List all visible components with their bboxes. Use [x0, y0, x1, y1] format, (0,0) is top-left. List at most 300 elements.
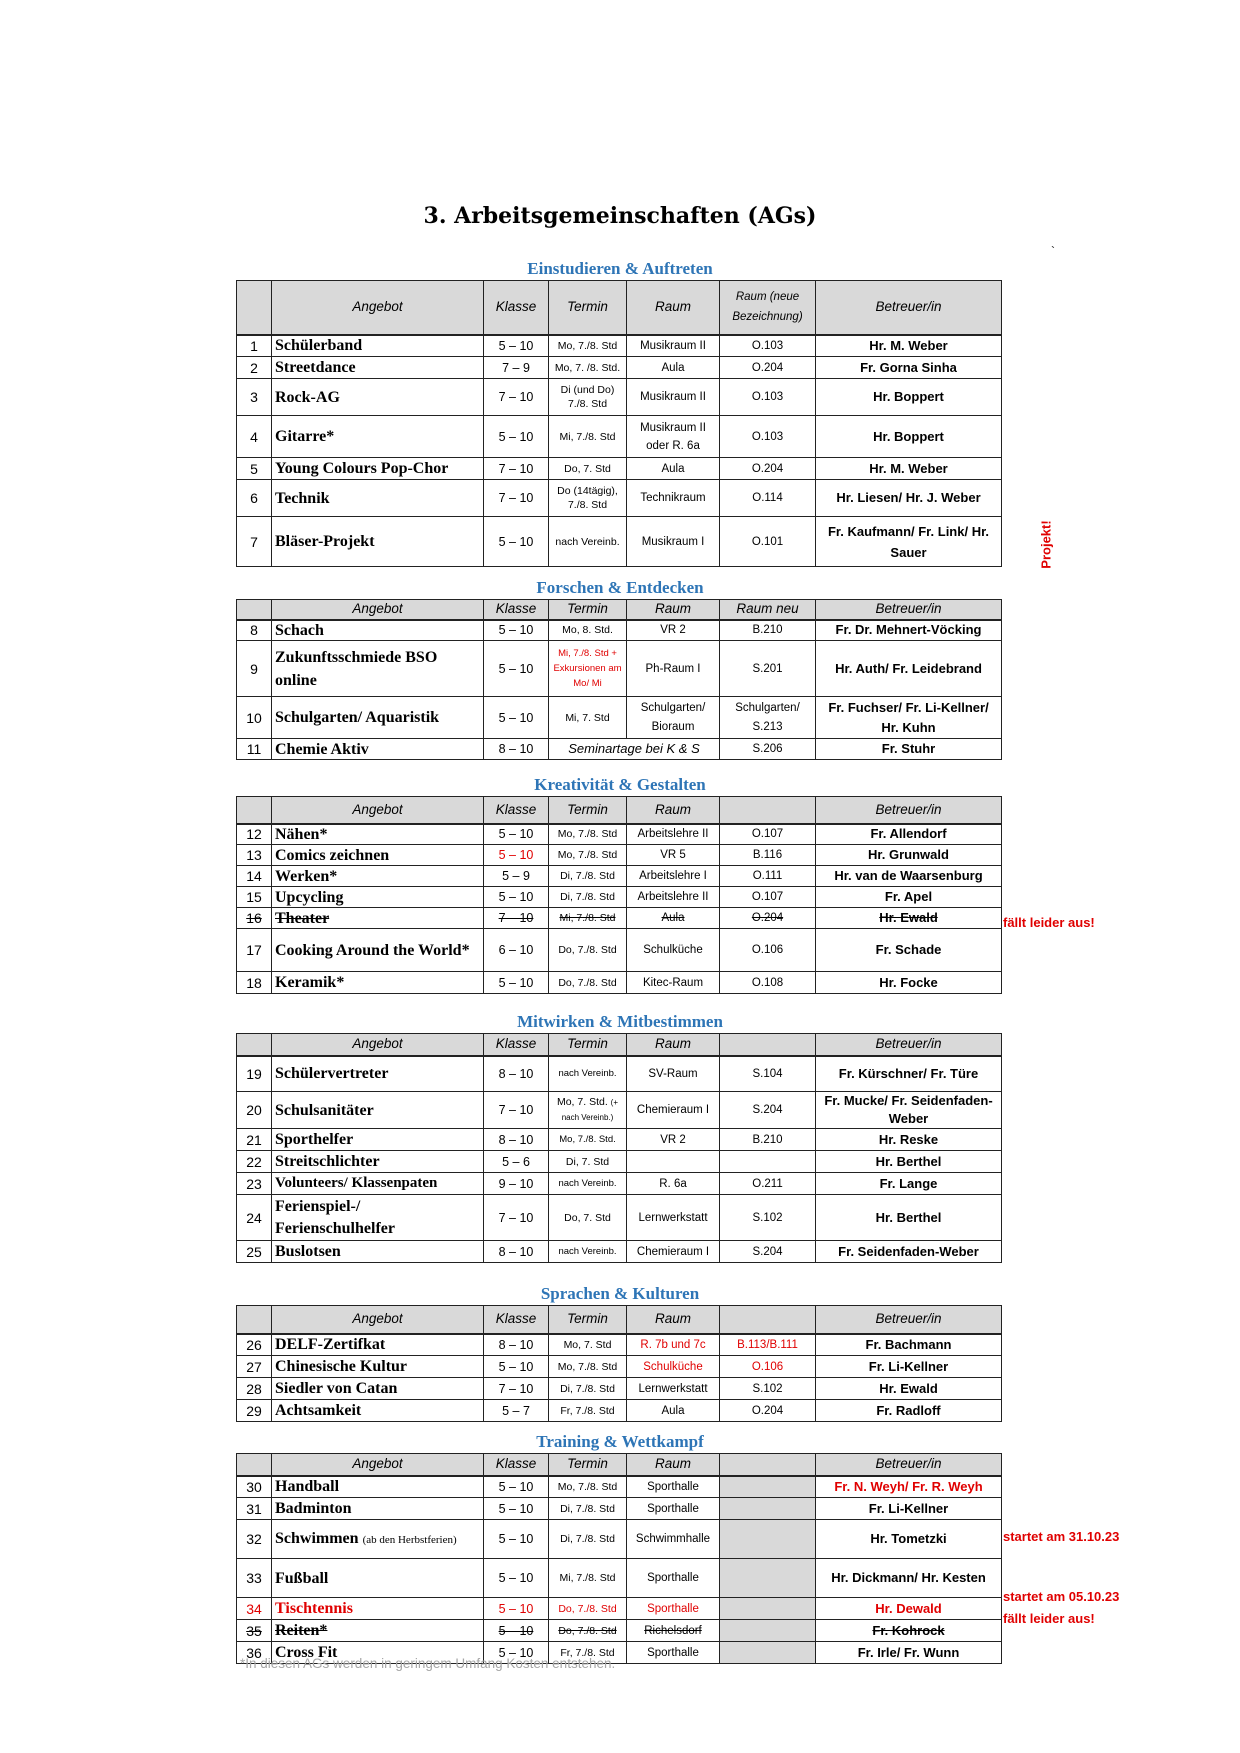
row-betreuer: Fr. N. Weyh/ Fr. R. Weyh — [816, 1476, 1002, 1498]
row-raum — [627, 1151, 720, 1173]
col-betreuer: Betreuer/in — [816, 797, 1002, 824]
row-name: Tischtennis — [272, 1598, 484, 1620]
row-raum-neu — [720, 1476, 816, 1498]
row-name: Achtsamkeit — [272, 1400, 484, 1422]
row-name: Chinesische Kultur — [272, 1356, 484, 1378]
row-number: 4 — [237, 416, 272, 458]
row-name: Schülerband — [272, 335, 484, 357]
table-row — [237, 357, 1002, 379]
schwimmen-start-note: startet am 31.10.23 — [1003, 1529, 1120, 1544]
table-row — [237, 1476, 1002, 1498]
col-raum: Raum — [627, 281, 720, 335]
row-betreuer: Hr. Ewald — [816, 908, 1002, 929]
row-raum-neu — [720, 1151, 816, 1173]
row-termin-sub: (+ nach Vereinb.) — [561, 1098, 619, 1122]
row-name: Schach — [272, 620, 484, 641]
table-row — [237, 1400, 1002, 1422]
table-header — [237, 600, 1002, 620]
row-raum: SV-Raum — [627, 1056, 720, 1092]
row-termin — [549, 1092, 627, 1129]
row-raum: Richelsdorf — [627, 1620, 720, 1642]
row-betreuer: Fr. Dr. Mehnert-Vöcking — [816, 620, 1002, 641]
row-number: 11 — [237, 739, 272, 760]
row-raum-neu: O.204 — [720, 908, 816, 929]
row-name: Upcycling — [272, 887, 484, 908]
row-klasse: 8 – 10 — [484, 1129, 549, 1151]
row-termin: Mo, 7./8. Std — [549, 1356, 627, 1378]
row-raum-neu: O.103 — [720, 416, 816, 458]
row-klasse: 5 – 10 — [484, 1598, 549, 1620]
row-raum: Sporthalle — [627, 1559, 720, 1598]
row-klasse: 7 – 10 — [484, 458, 549, 480]
row-klasse: 7 – 10 — [484, 1195, 549, 1241]
section-heading-kreativitaet: Kreativität & Gestalten — [534, 775, 706, 794]
row-number: 15 — [237, 887, 272, 908]
row-klasse: 5 – 10 — [484, 416, 549, 458]
row-betreuer: Fr. Seidenfaden-Weber — [816, 1241, 1002, 1263]
row-termin: Mi, 7./8. Std + Exkursionen am Mo/ Mi — [549, 641, 627, 697]
row-name: Streitschlichter — [272, 1151, 484, 1173]
row-klasse: 5 – 10 — [484, 845, 549, 866]
row-name: Schülervertreter — [272, 1056, 484, 1092]
table-row — [237, 972, 1002, 994]
col-betreuer: Betreuer/in — [816, 281, 1002, 335]
row-raum-neu: S.102 — [720, 1378, 816, 1400]
row-klasse: 5 – 10 — [484, 1520, 549, 1559]
col-angebot: Angebot — [272, 1034, 484, 1056]
table-mitwirken — [236, 1033, 1002, 1263]
row-number: 6 — [237, 480, 272, 517]
row-betreuer: Fr. Allendorf — [816, 824, 1002, 845]
row-raum-neu: S.104 — [720, 1056, 816, 1092]
row-raum: Schulgarten/ Bioraum — [627, 697, 720, 739]
row-number: 13 — [237, 845, 272, 866]
row-name: Sporthelfer — [272, 1129, 484, 1151]
row-name: Theater — [272, 908, 484, 929]
row-termin: Fr, 7./8. Std — [549, 1642, 627, 1664]
row-betreuer: Hr. Ewald — [816, 1378, 1002, 1400]
table-row — [237, 1195, 1002, 1241]
row-raum-neu: O.103 — [720, 335, 816, 357]
table-row — [237, 739, 1002, 760]
col-betreuer: Betreuer/in — [816, 600, 1002, 620]
row-raum: Lernwerkstatt — [627, 1378, 720, 1400]
row-raum-neu: O.106 — [720, 929, 816, 972]
row-klasse: 5 – 10 — [484, 517, 549, 567]
row-termin: Di, 7./8. Std — [549, 866, 627, 887]
row-number: 25 — [237, 1241, 272, 1263]
row-klasse: 5 – 10 — [484, 1642, 549, 1664]
row-number: 19 — [237, 1056, 272, 1092]
tischtennis-start-note: startet am 05.10.23 — [1003, 1589, 1120, 1604]
row-raum: Arbeitslehre II — [627, 824, 720, 845]
row-raum: Schwimmhalle — [627, 1520, 720, 1559]
row-name: Cooking Around the World* — [272, 929, 484, 972]
col-raum-neu — [720, 797, 816, 824]
row-number: 28 — [237, 1378, 272, 1400]
row-raum-neu: O.108 — [720, 972, 816, 994]
row-raum: Arbeitslehre I — [627, 866, 720, 887]
row-termin: Seminartage bei K & S — [549, 739, 720, 760]
reiten-cancelled-note: fällt leider aus! — [1003, 1611, 1095, 1626]
row-betreuer: Hr. Boppert — [816, 416, 1002, 458]
row-klasse: 5 – 9 — [484, 866, 549, 887]
row-termin: nach Vereinb. — [549, 1173, 627, 1195]
table-row-cancelled — [237, 908, 1002, 929]
table-header — [237, 1306, 1002, 1334]
row-klasse: 9 – 10 — [484, 1173, 549, 1195]
row-klasse: 8 – 10 — [484, 739, 549, 760]
row-termin: Do, 7./8. Std — [549, 1620, 627, 1642]
col-termin: Termin — [549, 1454, 627, 1476]
table-row-cancelled — [237, 1620, 1002, 1642]
table-row — [237, 1559, 1002, 1598]
row-raum: Sporthalle — [627, 1598, 720, 1620]
row-klasse: 5 – 10 — [484, 620, 549, 641]
row-betreuer: Fr. Kohrock — [816, 1620, 1002, 1642]
row-klasse: 8 – 10 — [484, 1056, 549, 1092]
row-name: Chemie Aktiv — [272, 739, 484, 760]
table-header — [237, 1034, 1002, 1056]
row-termin-main: Mo, 7. Std. — [556, 1096, 608, 1108]
row-betreuer: Fr. Li-Kellner — [816, 1356, 1002, 1378]
table-row — [237, 517, 1002, 567]
row-raum-neu — [720, 1559, 816, 1598]
col-betreuer: Betreuer/in — [816, 1034, 1002, 1056]
projekt-note: Projekt! — [1038, 520, 1054, 569]
row-termin: Do, 7. Std — [549, 458, 627, 480]
table-row — [237, 1129, 1002, 1151]
row-raum: Musikraum II oder R. 6a — [627, 416, 720, 458]
row-betreuer: Fr. Apel — [816, 887, 1002, 908]
row-number: 9 — [237, 641, 272, 697]
col-angebot: Angebot — [272, 1306, 484, 1334]
row-number: 33 — [237, 1559, 272, 1598]
row-betreuer: Fr. Fuchser/ Fr. Li-Kellner/ Hr. Kuhn — [816, 697, 1002, 739]
row-betreuer: Hr. Dickmann/ Hr. Kesten — [816, 1559, 1002, 1598]
col-raum: Raum — [627, 797, 720, 824]
row-betreuer: Fr. Irle/ Fr. Wunn — [816, 1642, 1002, 1664]
row-raum-neu — [720, 1498, 816, 1520]
table-row — [237, 1498, 1002, 1520]
row-termin: Mi, 7./8. Std — [549, 416, 627, 458]
row-raum: VR 5 — [627, 845, 720, 866]
row-number: 32 — [237, 1520, 272, 1559]
col-klasse: Klasse — [484, 281, 549, 335]
row-klasse: 5 – 10 — [484, 697, 549, 739]
col-termin: Termin — [549, 600, 627, 620]
row-termin: Di, 7. Std — [549, 1151, 627, 1173]
row-name: Cross Fit — [272, 1642, 484, 1664]
row-betreuer: Hr. Boppert — [816, 379, 1002, 416]
table-row — [237, 866, 1002, 887]
row-raum-neu: S.201 — [720, 641, 816, 697]
section-heading-forschen: Forschen & Entdecken — [536, 578, 704, 597]
row-name: Bläser-Projekt — [272, 517, 484, 567]
col-betreuer: Betreuer/in — [816, 1454, 1002, 1476]
row-number: 23 — [237, 1173, 272, 1195]
row-termin: Mo, 7./8. Std — [549, 824, 627, 845]
row-termin: Mo, 7./8. Std. — [549, 1129, 627, 1151]
row-termin: Mo, 7./8. Std — [549, 335, 627, 357]
col-termin: Termin — [549, 797, 627, 824]
row-raum-neu: O.106 — [720, 1356, 816, 1378]
table-row — [237, 1356, 1002, 1378]
theater-cancelled-note: fällt leider aus! — [1003, 915, 1095, 930]
row-klasse: 8 – 10 — [484, 1334, 549, 1356]
row-raum: Aula — [627, 908, 720, 929]
row-betreuer: Hr. Focke — [816, 972, 1002, 994]
tick-mark: ` — [1051, 244, 1055, 258]
row-number: 8 — [237, 620, 272, 641]
col-angebot: Angebot — [272, 600, 484, 620]
col-raum-neu: Raum neu — [720, 600, 816, 620]
table-row — [237, 480, 1002, 517]
row-betreuer: Fr. Lange — [816, 1173, 1002, 1195]
row-number: 1 — [237, 335, 272, 357]
row-termin: Mo, 7. Std — [549, 1334, 627, 1356]
row-betreuer: Hr. Berthel — [816, 1151, 1002, 1173]
row-termin: Mi, 7. Std — [549, 697, 627, 739]
row-betreuer: Hr. Dewald — [816, 1598, 1002, 1620]
row-klasse: 5 – 10 — [484, 1476, 549, 1498]
row-number: 18 — [237, 972, 272, 994]
row-raum: Technikraum — [627, 480, 720, 517]
row-termin: nach Vereinb. — [549, 1241, 627, 1263]
row-raum-neu: O.107 — [720, 887, 816, 908]
row-raum: Aula — [627, 357, 720, 379]
row-klasse: 5 – 10 — [484, 641, 549, 697]
table-row — [237, 1520, 1002, 1559]
row-termin: Mi, 7./8. Std — [549, 908, 627, 929]
col-termin: Termin — [549, 1306, 627, 1334]
row-klasse: 5 – 10 — [484, 1356, 549, 1378]
table-row — [237, 620, 1002, 641]
row-betreuer: Fr. Radloff — [816, 1400, 1002, 1422]
col-klasse: Klasse — [484, 1306, 549, 1334]
col-termin: Termin — [549, 1034, 627, 1056]
row-termin: Mo, 7./8. Std — [549, 1476, 627, 1498]
row-raum: Aula — [627, 1400, 720, 1422]
table-header — [237, 281, 1002, 335]
row-raum-neu: O.107 — [720, 824, 816, 845]
row-termin: Mo, 8. Std. — [549, 620, 627, 641]
row-termin: Mo, 7. /8. Std. — [549, 357, 627, 379]
row-name: Keramik* — [272, 972, 484, 994]
page-title: 3. Arbeitsgemeinschaften (AGs) — [423, 203, 817, 229]
row-name: Comics zeichnen — [272, 845, 484, 866]
row-betreuer: Hr. Auth/ Fr. Leidebrand — [816, 641, 1002, 697]
row-raum: Schulküche — [627, 929, 720, 972]
row-number: 2 — [237, 357, 272, 379]
col-klasse: Klasse — [484, 1454, 549, 1476]
row-raum-neu: Schulgarten/ S.213 — [720, 697, 816, 739]
row-raum-neu: O.204 — [720, 458, 816, 480]
row-raum-neu — [720, 1598, 816, 1620]
table-forschen — [236, 599, 1002, 760]
col-angebot: Angebot — [272, 1454, 484, 1476]
row-termin: Do, 7./8. Std — [549, 972, 627, 994]
row-name: Badminton — [272, 1498, 484, 1520]
row-betreuer: Fr. Stuhr — [816, 739, 1002, 760]
table-einstudieren — [236, 280, 1002, 567]
col-raum-neu: Raum (neue Bezeichnung) — [720, 281, 816, 335]
row-raum: Aula — [627, 458, 720, 480]
row-klasse: 5 – 10 — [484, 824, 549, 845]
row-betreuer: Fr. Li-Kellner — [816, 1498, 1002, 1520]
row-raum: VR 2 — [627, 1129, 720, 1151]
row-name: Reiten* — [272, 1620, 484, 1642]
row-raum: Arbeitslehre II — [627, 887, 720, 908]
row-raum-neu: B.113/B.111 — [720, 1334, 816, 1356]
row-termin: nach Vereinb. — [549, 1056, 627, 1092]
row-raum-neu: O.101 — [720, 517, 816, 567]
row-termin: Di, 7./8. Std — [549, 1520, 627, 1559]
row-number: 7 — [237, 517, 272, 567]
row-raum: Sporthalle — [627, 1498, 720, 1520]
row-number: 26 — [237, 1334, 272, 1356]
row-klasse: 5 – 10 — [484, 1620, 549, 1642]
row-termin: Di, 7./8. Std — [549, 1498, 627, 1520]
row-raum: R. 6a — [627, 1173, 720, 1195]
row-raum-neu: O.103 — [720, 379, 816, 416]
col-angebot: Angebot — [272, 281, 484, 335]
row-name: Ferienspiel-/ Ferienschulhelfer — [272, 1195, 484, 1241]
row-number: 12 — [237, 824, 272, 845]
row-betreuer: Fr. Kaufmann/ Fr. Link/ Hr. Sauer — [816, 517, 1002, 567]
row-raum: Musikraum I — [627, 517, 720, 567]
row-raum-neu — [720, 1520, 816, 1559]
row-termin: Di, 7./8. Std — [549, 887, 627, 908]
row-raum-neu: S.102 — [720, 1195, 816, 1241]
row-raum: VR 2 — [627, 620, 720, 641]
row-name: Siedler von Catan — [272, 1378, 484, 1400]
row-number: 31 — [237, 1498, 272, 1520]
row-name: Schulgarten/ Aquaristik — [272, 697, 484, 739]
row-raum-neu — [720, 1642, 816, 1664]
row-klasse: 7 – 9 — [484, 357, 549, 379]
row-betreuer: Fr. Schade — [816, 929, 1002, 972]
row-raum: Musikraum II — [627, 379, 720, 416]
row-name-main: Schwimmen — [275, 1529, 359, 1547]
row-raum-neu: S.204 — [720, 1092, 816, 1129]
row-betreuer: Hr. Grunwald — [816, 845, 1002, 866]
row-klasse: 5 – 10 — [484, 887, 549, 908]
row-raum-neu: O.211 — [720, 1173, 816, 1195]
row-klasse: 6 – 10 — [484, 929, 549, 972]
row-number: 34 — [237, 1598, 272, 1620]
row-betreuer: Hr. M. Weber — [816, 335, 1002, 357]
row-betreuer: Fr. Gorna Sinha — [816, 357, 1002, 379]
row-raum-neu: S.206 — [720, 739, 816, 760]
row-klasse: 5 – 10 — [484, 1498, 549, 1520]
table-row — [237, 335, 1002, 357]
table-row — [237, 1056, 1002, 1092]
row-raum-neu: O.114 — [720, 480, 816, 517]
row-name: Zukunftsschmiede BSO online — [272, 641, 484, 697]
row-number: 3 — [237, 379, 272, 416]
table-row — [237, 458, 1002, 480]
table-row — [237, 379, 1002, 416]
row-name: Young Colours Pop-Chor — [272, 458, 484, 480]
row-number: 20 — [237, 1092, 272, 1129]
table-row — [237, 1151, 1002, 1173]
row-raum: R. 7b und 7c — [627, 1334, 720, 1356]
row-number: 27 — [237, 1356, 272, 1378]
row-klasse: 8 – 10 — [484, 1241, 549, 1263]
row-number: 35 — [237, 1620, 272, 1642]
row-name — [272, 1520, 484, 1559]
row-klasse: 7 – 10 — [484, 480, 549, 517]
row-betreuer: Hr. Tometzki — [816, 1520, 1002, 1559]
row-termin: Do (14tägig), 7./8. Std — [549, 480, 627, 517]
row-number: 17 — [237, 929, 272, 972]
col-raum-neu — [720, 1034, 816, 1056]
row-raum: Sporthalle — [627, 1642, 720, 1664]
row-raum: Chemieraum I — [627, 1092, 720, 1129]
row-raum-neu: S.204 — [720, 1241, 816, 1263]
table-header — [237, 1454, 1002, 1476]
table-row-highlighted — [237, 1598, 1002, 1620]
row-number: 16 — [237, 908, 272, 929]
table-row — [237, 1334, 1002, 1356]
table-row — [237, 887, 1002, 908]
row-termin: nach Vereinb. — [549, 517, 627, 567]
section-heading-mitwirken: Mitwirken & Mitbestimmen — [517, 1012, 723, 1031]
row-termin: Di, 7./8. Std — [549, 1378, 627, 1400]
row-termin: Mo, 7./8. Std — [549, 845, 627, 866]
row-raum: Lernwerkstatt — [627, 1195, 720, 1241]
row-raum-neu — [720, 1620, 816, 1642]
col-raum: Raum — [627, 1454, 720, 1476]
row-betreuer: Hr. Reske — [816, 1129, 1002, 1151]
col-raum-neu — [720, 1306, 816, 1334]
row-name: DELF-Zertifkat — [272, 1334, 484, 1356]
row-name: Buslotsen — [272, 1241, 484, 1263]
row-raum-neu: B.116 — [720, 845, 816, 866]
row-number: 24 — [237, 1195, 272, 1241]
row-name: Schulsanitäter — [272, 1092, 484, 1129]
table-kreativitaet — [236, 796, 1002, 994]
table-header — [237, 797, 1002, 824]
row-number: 22 — [237, 1151, 272, 1173]
table-training — [236, 1453, 1002, 1664]
col-termin: Termin — [549, 281, 627, 335]
row-raum-neu: O.204 — [720, 357, 816, 379]
row-name: Handball — [272, 1476, 484, 1498]
footnote: *In diesen AGs werden in geringem Umfang Kosten entstehen. — [240, 1656, 616, 1671]
col-angebot: Angebot — [272, 797, 484, 824]
table-row — [237, 1378, 1002, 1400]
row-number: 30 — [237, 1476, 272, 1498]
section-heading-training: Training & Wettkampf — [536, 1432, 704, 1451]
row-termin: Do, 7./8. Std — [549, 929, 627, 972]
row-number: 36 — [237, 1642, 272, 1664]
col-raum: Raum — [627, 1034, 720, 1056]
row-raum: Ph-Raum I — [627, 641, 720, 697]
row-raum-neu: O.111 — [720, 866, 816, 887]
row-number: 21 — [237, 1129, 272, 1151]
row-raum-neu: O.204 — [720, 1400, 816, 1422]
row-raum-neu: B.210 — [720, 620, 816, 641]
row-betreuer: Fr. Bachmann — [816, 1334, 1002, 1356]
row-name: Nähen* — [272, 824, 484, 845]
row-raum: Chemieraum I — [627, 1241, 720, 1263]
row-klasse: 7 – 10 — [484, 1092, 549, 1129]
section-heading-einstudieren: Einstudieren & Auftreten — [527, 259, 713, 278]
row-name: Streetdance — [272, 357, 484, 379]
table-row — [237, 824, 1002, 845]
